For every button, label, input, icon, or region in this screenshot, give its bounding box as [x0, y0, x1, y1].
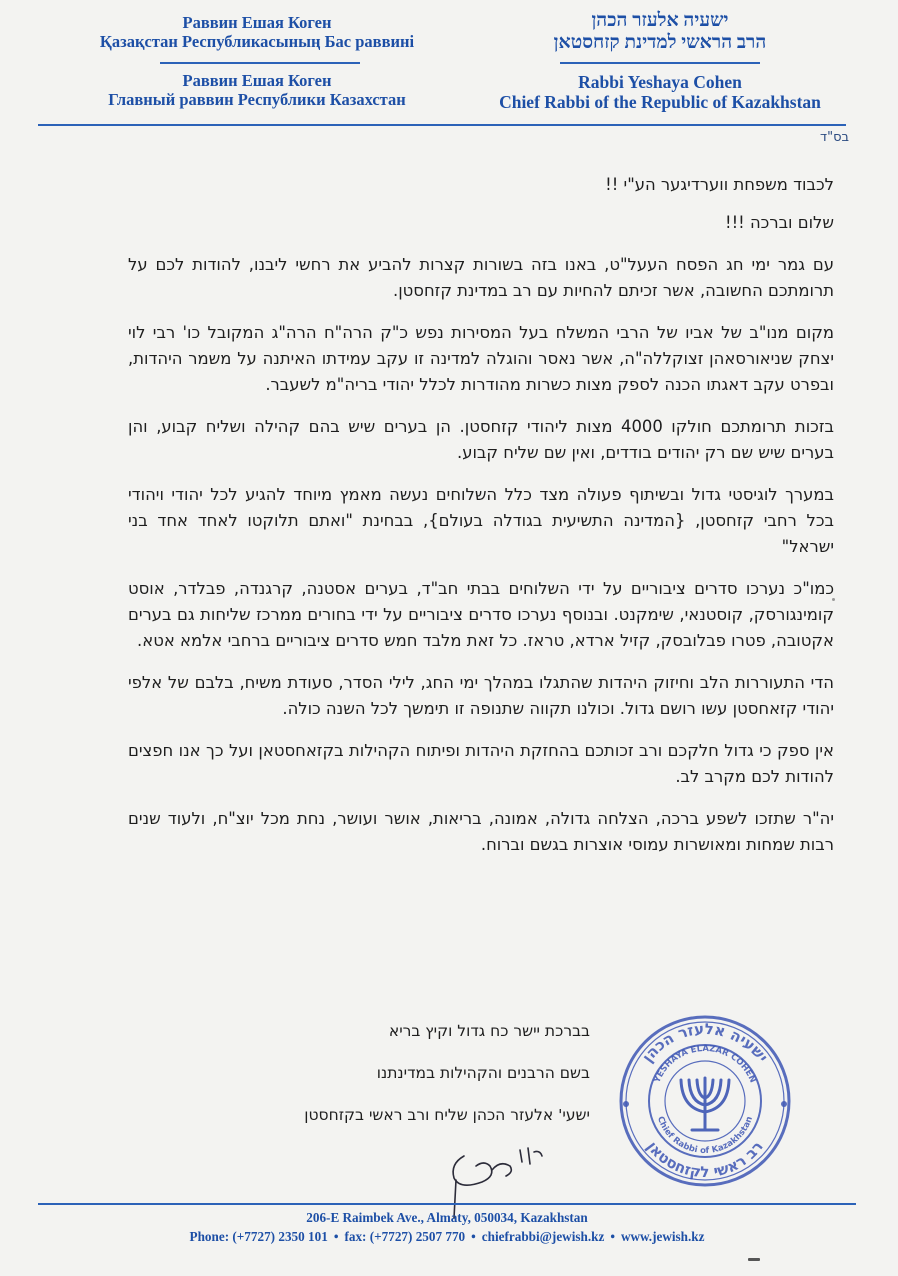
paragraph: במערך לוגיסטי גדול ובשיתוף פעולה מצד כלל השלוחים נעשה מאמץ מיוחד להגיע לכל יהודי ויהודי בכל רחבי קזחסטן, {המדינה התשיעית בגודלה בעולם}, בבחינת "ואתם תלוקטו לאחד אחד בני ישראל" [128, 485, 834, 556]
letterhead-kazakh-title: Қазақстан Республикасының Бас раввині [99, 31, 415, 51]
letterhead-hebrew-title: הרב הראשי למדינת קזחסטאן [553, 31, 767, 53]
salutation: לכבוד משפחת ווערדיגער הע"י !! [605, 175, 834, 194]
footer-contact [38, 1208, 856, 1246]
letterhead-kazakh-block [62, 14, 452, 52]
paragraph: הדי התעוררות הלב וחיזוק היהדות שהתגלו במהלך ימי החג, לילי הסדר, סעודת משיח, בלבם של אלפי יהודי קזאחסטן עשו רושם גדול. וכולנו תקווה שתנופה זו תימשך לכל השנה כולה. [128, 673, 834, 718]
letterhead-english-name: Rabbi Yeshaya Cohen [578, 72, 742, 92]
paragraph: כמו"כ נערכו סדרים ציבוריים על ידי השלוחים בבתי חב"ד, בערים אסטנה, קרגנדה, פבלדר, אוסט קומינגורסק, קוסטנאי, שימקנט. ובנוסף נערכו סדרים ציבוריים על ידי בחורים ממרכז שליחות גם בערים אקטובה, פטרו פבלובסק, קזיל ארדא, טראז. כל זאת מלבד חמש סדרים ציבוריים ברחבי אלמא אטא. [128, 579, 834, 650]
letterhead-kazakh-name: Раввин Ешая Коген [182, 13, 332, 32]
paragraph: עם גמר ימי חג הפסח העעל"ט, באנו בזה בשורות קצרות להביע את רחשי ליבנו, להודות לכם על תרומתכם החשובה, אשר זכיתם להחיות עם רב במדינת קזחסטן. [128, 255, 834, 300]
greeting: שלום וברכה !!! [725, 213, 834, 232]
letterhead-russian-name: Раввин Ешая Коген [182, 71, 332, 90]
scan-speck [748, 1258, 760, 1261]
footer-fax: fax: (+7727) 2507 770 [344, 1229, 466, 1244]
menorah-icon [681, 1078, 729, 1130]
footer-email-link[interactable]: chiefrabbi@jewish.kz [481, 1229, 605, 1244]
paragraph: אין ספק כי גדול חלקכם ורב זכותכם בהחזקת היהדות ופיתוח הקהילות בקזאחסטאן ועל כך אנו חפצים להודות לכם מקרב לב. [128, 741, 834, 786]
letter-body [128, 172, 834, 874]
rabbinate-seal-stamp [612, 1008, 798, 1194]
letterhead-english-block [470, 72, 850, 112]
bullet-separator-icon: • [610, 1229, 615, 1244]
letterhead-hebrew-name: ישעיה אלעזר הכהן [591, 10, 729, 31]
seal-bottom-text: רב ראשי לקזחסטאן [643, 1137, 767, 1181]
closing-line-on-behalf: בשם הרבנים והקהילות במדינתנו [376, 1064, 590, 1082]
paragraph: בזכות תרומתכם חולקו 4000 מצות ליהודי קזחסטן. הן בערים שיש בהם קהילה ושליח קבוע, והן בערים שיש שם רק יהודים בודדים, ואין שם שליח קבוע. [128, 417, 834, 462]
seal-english-title: Chief Rabbi of Kazakhstan [654, 1115, 756, 1157]
footer-phone: Phone: (+7727) 2350 101 [189, 1229, 328, 1244]
letterhead-rule [38, 124, 846, 126]
footer-website-link[interactable]: www.jewish.kz [620, 1229, 705, 1244]
closing-line-signatory: ישעי' אלעזר הכהן שליח ורב ראשי בקזחסטן [304, 1106, 590, 1124]
seal-english-name: YESHAYA ELAZAR COHEN [652, 1043, 758, 1085]
footer-rule [38, 1203, 856, 1205]
paragraph: מקום מנו"ב של אביו של הרבי המשלח בעל המסירות נפש כ"ק הרה"ח הרה"ג המקובל כו' רבי לוי יצחק שניאורסאהן זצוקללה"ה, אשר נאסר והוגלה למדינה זו עקב עמידתו האיתנה על משמר היהדות, ובפרט עקב דאגתו הכנה לספק מצות כשרות מהודרות לכלל יהודי בריה"מ לשעבר. [128, 323, 834, 394]
seal-top-text: ישעיה אלעזר הכהן [638, 1019, 772, 1066]
letterhead-english-title: Chief Rabbi of the Republic of Kazakhstan [499, 92, 821, 113]
letterhead-divider-right [560, 62, 760, 64]
scan-speck [832, 598, 835, 601]
footer-contact-line [38, 1227, 856, 1246]
paragraph: יה"ר שתזכו לשפע ברכה, הצלחה גדולה, אמונה, בריאות, אושר ועושר, נחת מכל יוצ"ח, ולעוד שנים רבות שמחות ומאושרות עמוסי אוצרות בגשם וברוח. [128, 809, 834, 854]
letter-closing [240, 1010, 590, 1136]
svg-text:ישעיה אלעזר הכהן [638, 1020, 772, 1066]
closing-line-blessing: בברכת יישר כח גדול וקיץ בריא [388, 1022, 590, 1040]
handwritten-signature [430, 1130, 570, 1220]
letterhead-russian-title: Главный раввин Республики Казахстан [108, 89, 406, 109]
bullet-separator-icon: • [333, 1229, 339, 1244]
bsd-mark: בס"ד [820, 130, 850, 145]
letterhead-hebrew-block [470, 10, 850, 54]
bullet-separator-icon: • [471, 1229, 476, 1244]
letterhead-russian-block [62, 72, 452, 110]
letterhead-divider-left [160, 62, 360, 64]
footer-address: 206-E Raimbek Ave., Almaty, 050034, Kazakhstan [306, 1210, 588, 1225]
